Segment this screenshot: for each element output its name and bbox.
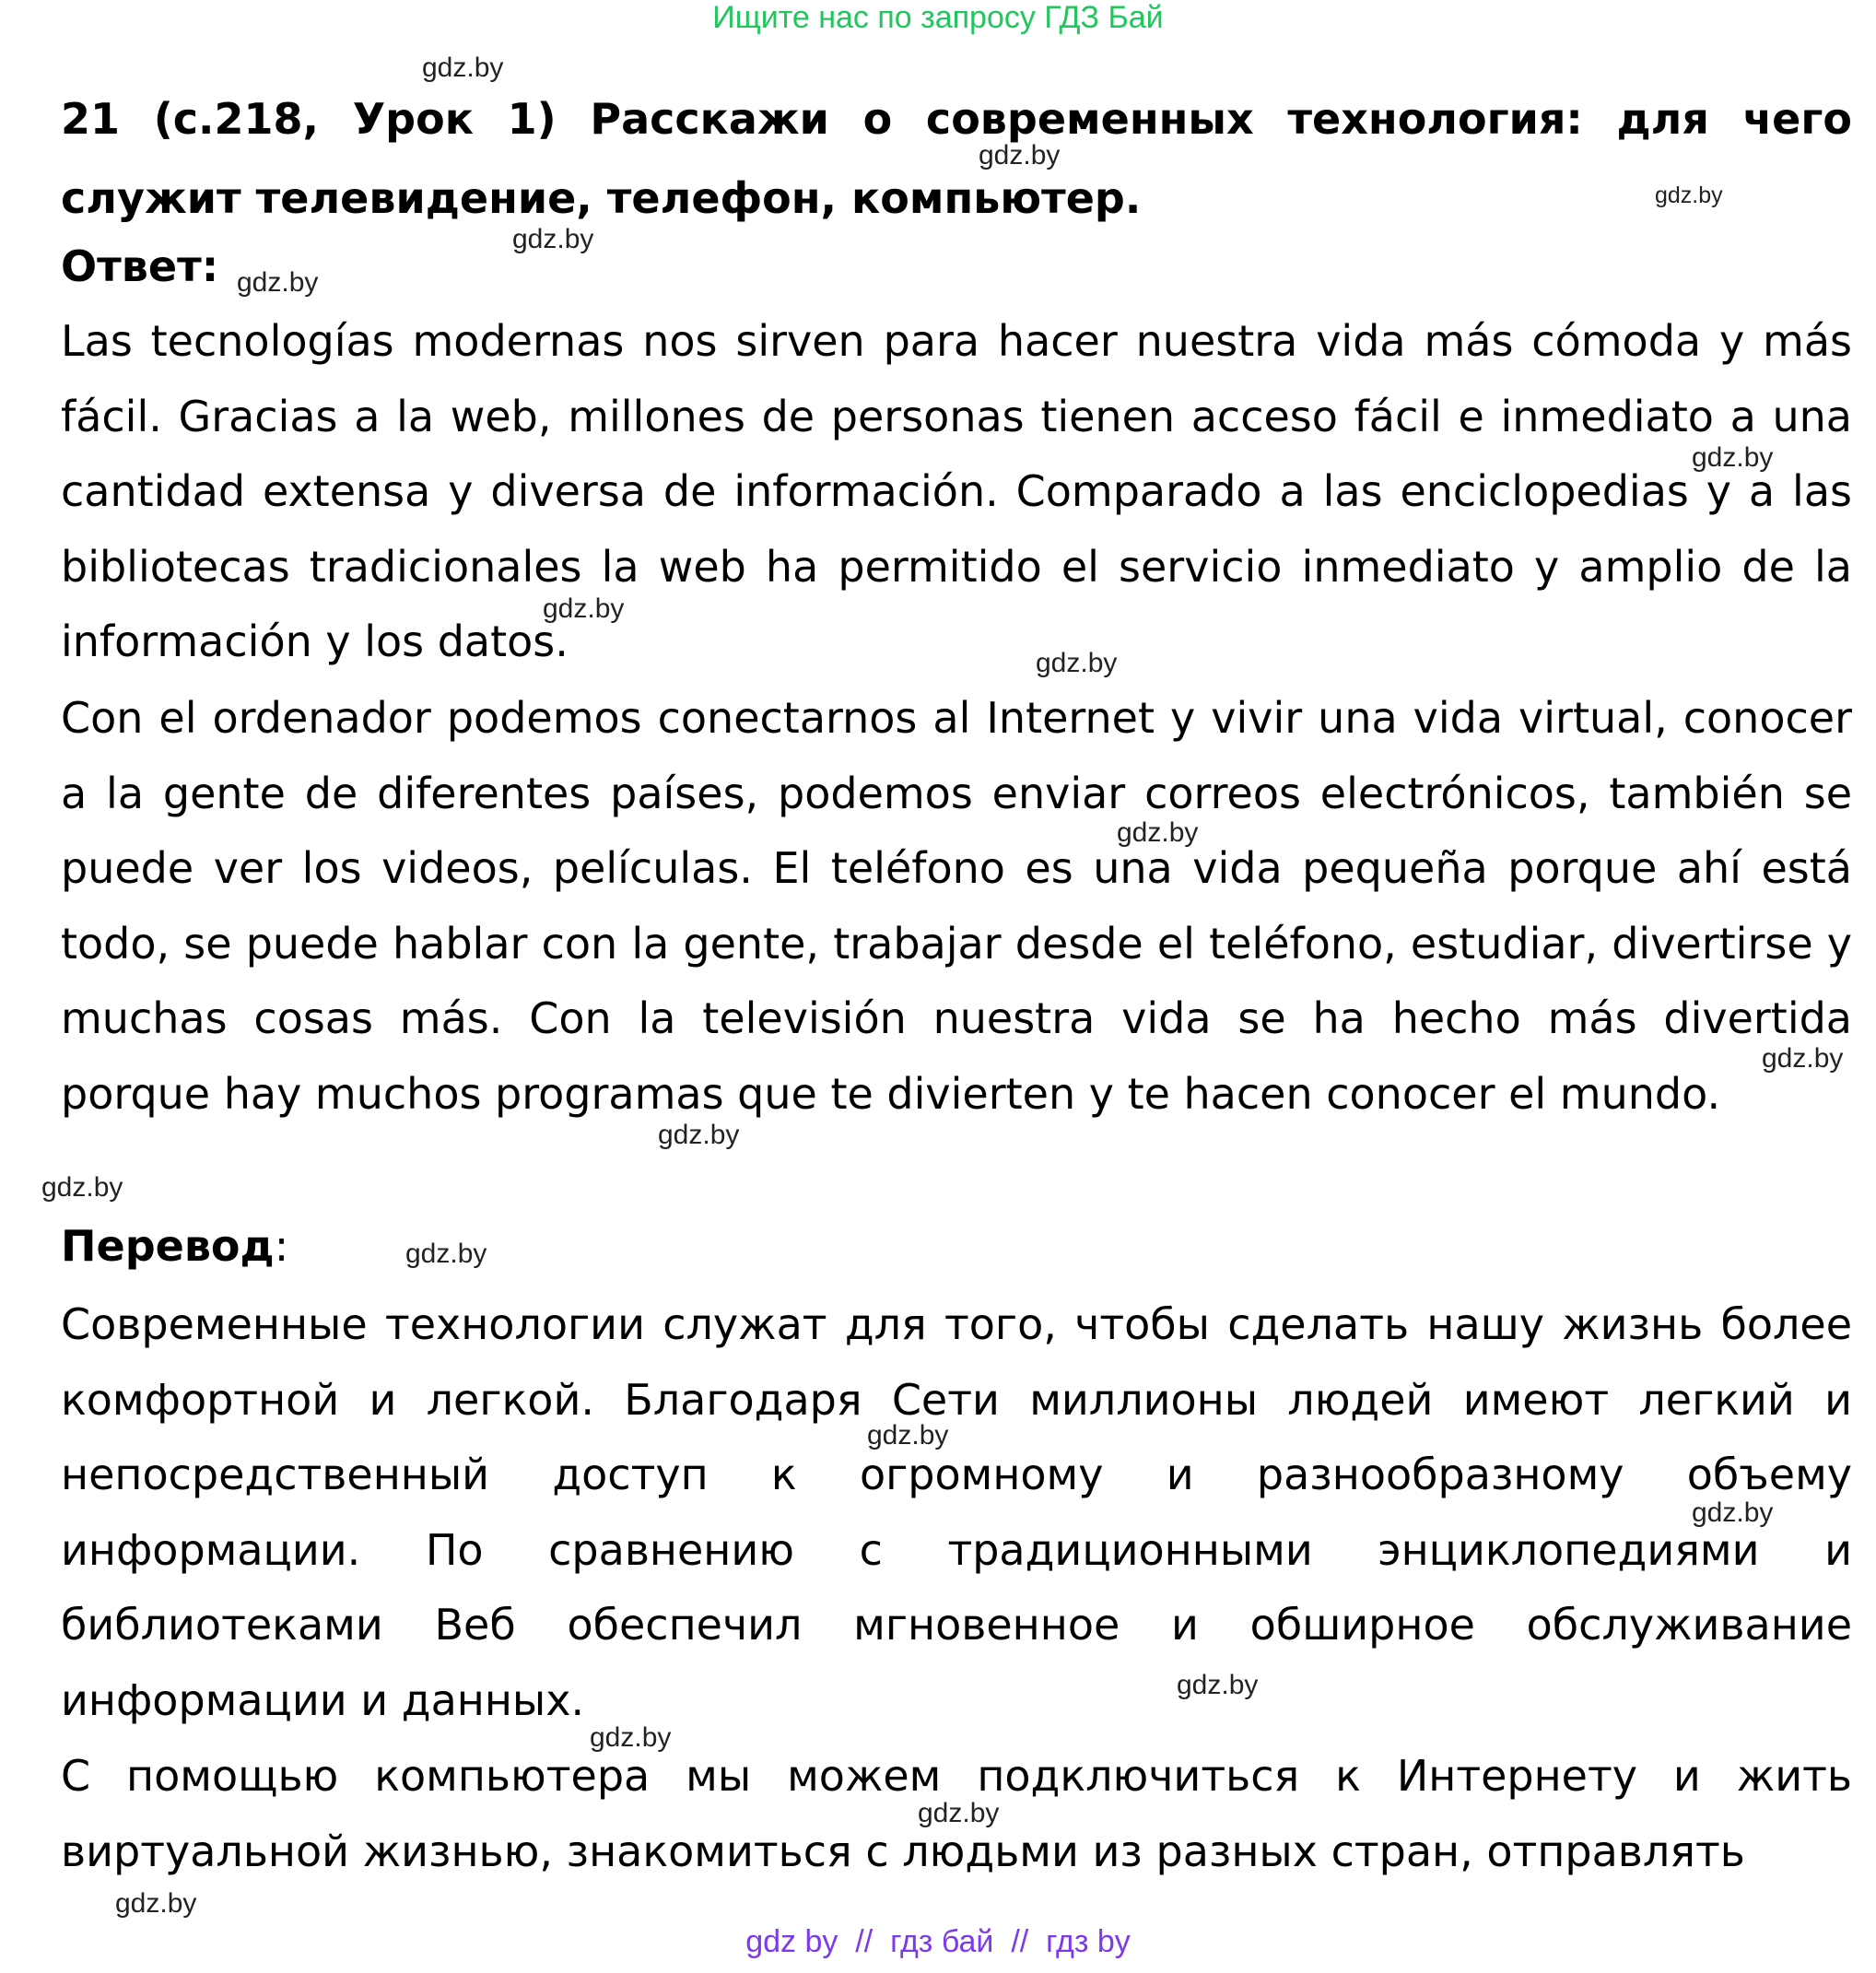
watermark: gdz.by bbox=[1762, 1043, 1844, 1074]
translation-paragraph-1: Современные технологии служат для того, чтобы сделать нашу жизнь более комфортной и легкой. Благодаря Сети миллионы людей имеют легкий и непосредственный доступ к огромному и разнообразному объему информации. По сравнению с традиционными энциклопедиями и библиотеками Веб обеспечил мгновенное и обширное обслуживание информации и данных. bbox=[61, 1299, 1852, 1725]
watermark: gdz.by bbox=[512, 224, 594, 254]
watermark: gdz.by bbox=[1692, 1497, 1774, 1528]
translation-label-text: Перевод bbox=[61, 1221, 275, 1271]
footer-links: gdz by // гдз бай // гдз by bbox=[745, 1924, 1131, 1959]
watermark: gdz.by bbox=[422, 53, 504, 83]
watermark: gdz.by bbox=[115, 1888, 197, 1919]
watermark: gdz.by bbox=[543, 593, 625, 624]
watermark: gdz.by bbox=[658, 1120, 740, 1150]
watermark: gdz.by bbox=[590, 1722, 672, 1753]
translation-label-colon: : bbox=[274, 1221, 289, 1271]
answer-label: Ответ: bbox=[61, 241, 219, 291]
translation-paragraph-2: С помощью компьютера мы можем подключиться к Интернету и жить виртуальной жизнью, знакомиться с людьми из разных стран, отправлять bbox=[61, 1751, 1852, 1876]
watermark: gdz.by bbox=[237, 267, 319, 298]
answer-paragraph-1: Las tecnologías modernas nos sirven para hacer nuestra vida más cómoda y más fácil. Gracias a la web, millones de personas tienen acceso fácil e inmediato a una cantidad extensa y diversa de información. Comparado a las enciclopedias y a las bibliotecas tradicionales la web ha permitido el servicio inmediato y amplio de la información y los datos. bbox=[61, 316, 1852, 667]
watermark: gdz.by bbox=[918, 1798, 1000, 1828]
answer-paragraph-2: Con el ordenador podemos conectarnos al Internet y vivir una vida virtual, conocer a la gente de diferentes países, podemos enviar correos electrónicos, también se puede ver los videos, películas. El teléfono es una vida pequeña porque ahí está todo, se puede hablar con la gente, trabajar desde el teléfono, estudiar, divertirse y muchas cosas más. Con la televisión nuestra vida se ha hecho más divertida porque hay muchos programas que te divierten y te hacen conocer el mundo. bbox=[61, 693, 1852, 1119]
watermark: gdz.by bbox=[979, 140, 1061, 170]
top-banner: Ищите нас по запросу ГДЗ Бай bbox=[712, 0, 1164, 35]
watermark: gdz.by bbox=[1036, 648, 1118, 678]
task-question: 21 (с.218, Урок 1) Расскажи о современных технология: для чего служит телевидение, телефон, компьютер. bbox=[61, 94, 1852, 223]
watermark: gdz.by bbox=[1177, 1670, 1259, 1700]
watermark: gdz.by bbox=[867, 1420, 949, 1450]
watermark: gdz.by bbox=[41, 1172, 123, 1203]
translation-label bbox=[61, 1221, 288, 1271]
watermark: gdz.by bbox=[1117, 817, 1199, 848]
watermark: gdz.by bbox=[405, 1239, 487, 1269]
watermark: gdz.by bbox=[1692, 442, 1774, 473]
watermark: gdz.by bbox=[1655, 182, 1723, 208]
